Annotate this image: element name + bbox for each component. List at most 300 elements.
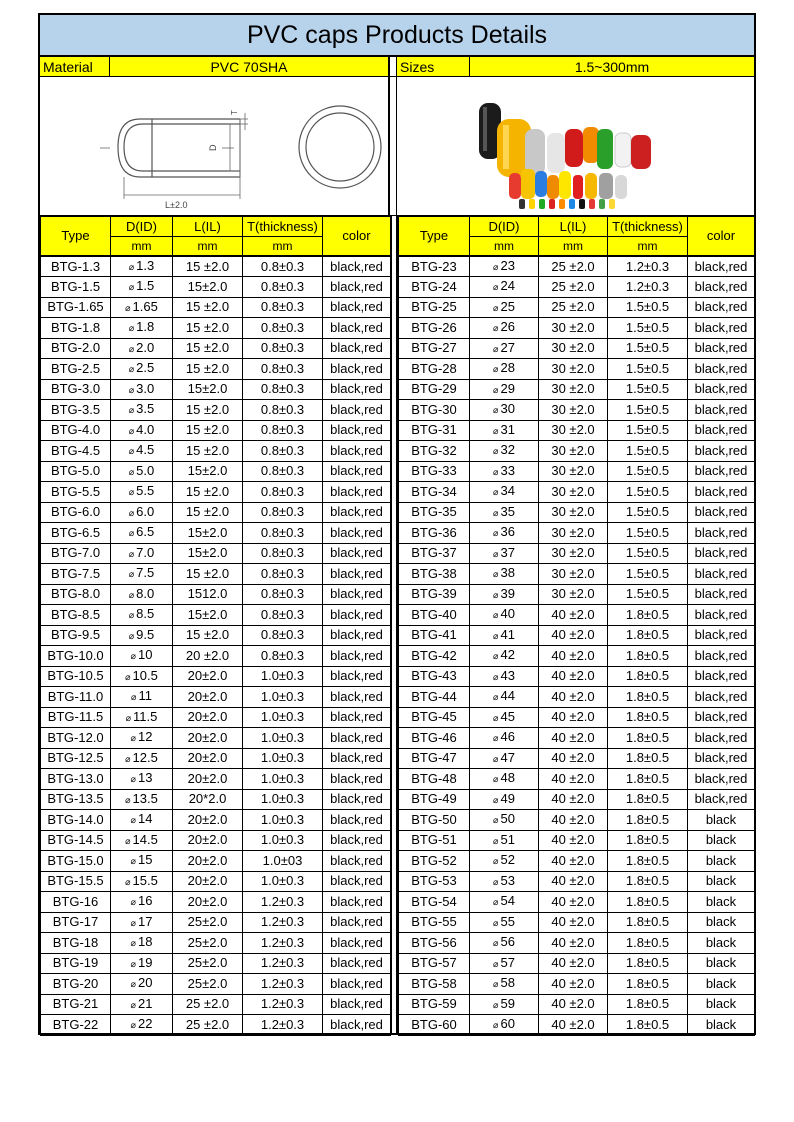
diameter-cell xyxy=(470,728,539,749)
length-cell: 30 ±2.0 xyxy=(539,523,608,544)
length-cell: 40 ±2.0 xyxy=(539,605,608,626)
type-cell: BTG-25 xyxy=(399,297,470,318)
thickness-cell: 1.5±0.5 xyxy=(608,297,688,318)
diameter-icon: ⌀ xyxy=(125,794,131,805)
color-cell: black,red xyxy=(323,523,391,544)
type-cell: BTG-52 xyxy=(399,851,470,872)
diameter-value: 53 xyxy=(500,872,515,888)
table-row xyxy=(399,584,755,605)
length-cell: 40 ±2.0 xyxy=(539,933,608,954)
thickness-cell: 1.8±0.5 xyxy=(608,789,688,810)
diameter-value: 5.5 xyxy=(136,483,155,499)
type-cell: BTG-18 xyxy=(41,933,111,954)
diameter-icon: ⌀ xyxy=(128,466,135,477)
type-cell: BTG-30 xyxy=(399,400,470,421)
color-cell: black,red xyxy=(323,379,391,400)
thickness-cell: 1.2±0.3 xyxy=(243,994,323,1015)
thickness-cell: 1.5±0.5 xyxy=(608,441,688,462)
diameter-cell xyxy=(111,810,173,831)
color-cell: black,red xyxy=(323,625,391,646)
type-cell: BTG-14.5 xyxy=(41,830,111,851)
diameter-cell xyxy=(470,318,539,339)
length-cell: 15 ±2.0 xyxy=(173,564,243,585)
diameter-icon: ⌀ xyxy=(493,548,499,559)
diameter-cell xyxy=(111,359,173,380)
length-cell: 40 ±2.0 xyxy=(539,810,608,831)
type-cell: BTG-60 xyxy=(399,1015,470,1036)
diameter-icon: ⌀ xyxy=(493,507,499,518)
diameter-value: 6.5 xyxy=(136,524,155,540)
table-row xyxy=(399,605,755,626)
table-row xyxy=(41,420,391,441)
color-cell: black,red xyxy=(323,461,391,482)
header-type: Type xyxy=(41,217,111,257)
thickness-cell: 1.8±0.5 xyxy=(608,728,688,749)
diameter-icon: ⌀ xyxy=(125,302,131,313)
diameter-cell xyxy=(470,297,539,318)
color-cell: black,red xyxy=(323,933,391,954)
diameter-cell xyxy=(111,461,173,482)
diameter-icon: ⌀ xyxy=(128,446,135,457)
diameter-value: 11 xyxy=(138,688,152,704)
color-cell: black,red xyxy=(688,584,755,605)
type-cell: BTG-10.0 xyxy=(41,646,111,667)
type-cell: BTG-23 xyxy=(399,256,470,277)
length-cell: 15 ±2.0 xyxy=(173,482,243,503)
diameter-cell xyxy=(470,502,539,523)
color-cell: black,red xyxy=(688,256,755,277)
diameter-icon: ⌀ xyxy=(128,487,135,498)
length-cell: 20±2.0 xyxy=(173,871,243,892)
thickness-cell: 0.8±0.3 xyxy=(243,297,323,318)
diameter-value: 4.5 xyxy=(136,442,155,458)
color-cell: black,red xyxy=(688,502,755,523)
diameter-value: 12 xyxy=(137,729,153,745)
length-cell: 30 ±2.0 xyxy=(539,441,608,462)
table-row xyxy=(41,256,391,277)
diameter-icon: ⌀ xyxy=(493,610,499,621)
type-cell: BTG-42 xyxy=(399,646,470,667)
length-cell: 30 ±2.0 xyxy=(539,584,608,605)
length-cell: 30 ±2.0 xyxy=(539,400,608,421)
color-cell: black xyxy=(688,871,755,892)
diameter-cell xyxy=(470,523,539,544)
diameter-icon: ⌀ xyxy=(128,507,135,518)
diameter-cell xyxy=(111,953,173,974)
length-cell: 25 ±2.0 xyxy=(539,277,608,298)
diameter-cell xyxy=(111,892,173,913)
diameter-cell xyxy=(111,584,173,605)
table-row xyxy=(399,543,755,564)
length-cell: 25±2.0 xyxy=(173,974,243,995)
diameter-cell xyxy=(470,892,539,913)
diameter-value: 57 xyxy=(500,954,515,970)
type-cell: BTG-9.5 xyxy=(41,625,111,646)
table-row xyxy=(399,400,755,421)
diameter-cell xyxy=(470,810,539,831)
diameter-value: 60 xyxy=(500,1016,515,1032)
type-cell: BTG-6.5 xyxy=(41,523,111,544)
color-cell: black,red xyxy=(323,564,391,585)
type-cell: BTG-3.0 xyxy=(41,379,111,400)
length-cell: 25 ±2.0 xyxy=(539,256,608,277)
diameter-cell xyxy=(111,297,173,318)
color-cell: black,red xyxy=(323,318,391,339)
header-type: Type xyxy=(399,217,470,257)
diameter-icon: ⌀ xyxy=(493,692,499,703)
type-cell: BTG-43 xyxy=(399,666,470,687)
thickness-cell: 0.8±0.3 xyxy=(243,605,323,626)
thickness-cell: 0.8±0.3 xyxy=(243,379,323,400)
table-row xyxy=(41,297,391,318)
table-row xyxy=(41,400,391,421)
diameter-icon: ⌀ xyxy=(493,405,499,416)
diameter-icon: ⌀ xyxy=(493,528,499,539)
diameter-icon: ⌀ xyxy=(493,425,499,436)
length-cell: 15±2.0 xyxy=(173,379,243,400)
diameter-value: 17 xyxy=(137,913,153,929)
type-cell: BTG-4.5 xyxy=(41,441,111,462)
diameter-cell xyxy=(470,256,539,277)
thickness-cell: 1.0±0.3 xyxy=(243,748,323,769)
type-cell: BTG-34 xyxy=(399,482,470,503)
thickness-cell: 1.8±0.5 xyxy=(608,605,688,626)
table-body-right xyxy=(399,256,755,1035)
diameter-value: 34 xyxy=(500,483,515,499)
color-cell: black,red xyxy=(323,297,391,318)
type-cell: BTG-7.0 xyxy=(41,543,111,564)
table-row xyxy=(41,379,391,400)
color-cell: black xyxy=(688,1015,755,1036)
table-row xyxy=(41,994,391,1015)
type-cell: BTG-50 xyxy=(399,810,470,831)
thickness-cell: 1.8±0.5 xyxy=(608,953,688,974)
diameter-value: 3.0 xyxy=(136,380,155,396)
table-row xyxy=(41,318,391,339)
length-cell: 20 ±2.0 xyxy=(173,646,243,667)
diameter-cell xyxy=(111,789,173,810)
length-cell: 15 ±2.0 xyxy=(173,256,243,277)
diameter-icon: ⌀ xyxy=(493,487,499,498)
color-cell: black,red xyxy=(323,994,391,1015)
thickness-cell: 1.2±0.3 xyxy=(243,974,323,995)
thickness-cell: 1.0±0.3 xyxy=(243,769,323,790)
diameter-cell xyxy=(111,994,173,1015)
color-cell: black,red xyxy=(688,789,755,810)
type-cell: BTG-31 xyxy=(399,420,470,441)
table-row xyxy=(41,625,391,646)
diameter-cell xyxy=(111,441,173,462)
diameter-cell xyxy=(111,933,173,954)
diameter-cell xyxy=(111,871,173,892)
table-row xyxy=(41,789,391,810)
table-row xyxy=(399,748,755,769)
thickness-cell: 1.5±0.5 xyxy=(608,359,688,380)
diameter-cell xyxy=(111,543,173,564)
type-cell: BTG-51 xyxy=(399,830,470,851)
table-row xyxy=(41,359,391,380)
color-cell: black xyxy=(688,933,755,954)
diameter-value: 49 xyxy=(500,790,515,806)
length-cell: 40 ±2.0 xyxy=(539,830,608,851)
table-row xyxy=(399,523,755,544)
thickness-cell: 0.8±0.3 xyxy=(243,338,323,359)
length-cell: 30 ±2.0 xyxy=(539,461,608,482)
color-cell: black,red xyxy=(323,851,391,872)
type-cell: BTG-44 xyxy=(399,687,470,708)
diameter-value: 19 xyxy=(137,954,153,970)
length-cell: 20±2.0 xyxy=(173,830,243,851)
type-cell: BTG-53 xyxy=(399,871,470,892)
diameter-cell xyxy=(111,605,173,626)
cap-side-view xyxy=(100,113,248,199)
diameter-cell xyxy=(470,605,539,626)
type-cell: BTG-1.65 xyxy=(41,297,111,318)
diameter-value: 21 xyxy=(137,995,153,1011)
type-cell: BTG-8.0 xyxy=(41,584,111,605)
thickness-cell: 1.5±0.5 xyxy=(608,420,688,441)
color-cell: black,red xyxy=(323,789,391,810)
table-row xyxy=(41,707,391,728)
table-row xyxy=(399,789,755,810)
diameter-icon: ⌀ xyxy=(130,856,136,867)
length-cell: 30 ±2.0 xyxy=(539,338,608,359)
thickness-cell: 1.5±0.5 xyxy=(608,564,688,585)
thickness-cell: 0.8±0.3 xyxy=(243,502,323,523)
diameter-value: 50 xyxy=(500,811,515,827)
diameter-icon: ⌀ xyxy=(493,630,499,641)
diameter-cell xyxy=(111,1015,173,1036)
color-cell: black,red xyxy=(323,1015,391,1036)
diameter-cell xyxy=(470,769,539,790)
diameter-value: 4.0 xyxy=(136,421,155,437)
type-cell: BTG-7.5 xyxy=(41,564,111,585)
diameter-value: 5.0 xyxy=(136,462,155,478)
table-row xyxy=(399,871,755,892)
table-row xyxy=(399,441,755,462)
color-cell: black,red xyxy=(323,769,391,790)
thickness-cell: 0.8±0.3 xyxy=(243,420,323,441)
diameter-cell xyxy=(470,625,539,646)
diameter-value: 14.5 xyxy=(132,831,158,847)
thickness-cell: 0.8±0.3 xyxy=(243,461,323,482)
length-cell: 40 ±2.0 xyxy=(539,953,608,974)
table-row xyxy=(399,625,755,646)
diameter-value: 15 xyxy=(137,852,153,868)
diameter-icon: ⌀ xyxy=(128,323,135,334)
diameter-icon: ⌀ xyxy=(125,712,132,723)
type-cell: BTG-13.0 xyxy=(41,769,111,790)
diameter-cell xyxy=(111,912,173,933)
thickness-cell: 0.8±0.3 xyxy=(243,543,323,564)
diameter-icon: ⌀ xyxy=(493,446,499,457)
diameter-value: 24 xyxy=(500,278,515,294)
color-cell: black,red xyxy=(323,420,391,441)
table-row xyxy=(399,1015,755,1036)
type-cell: BTG-4.0 xyxy=(41,420,111,441)
color-cell: black,red xyxy=(323,707,391,728)
diameter-icon: ⌀ xyxy=(493,569,499,580)
spec-sheet xyxy=(38,13,756,1035)
thickness-cell: 1.8±0.5 xyxy=(608,687,688,708)
type-cell: BTG-5.5 xyxy=(41,482,111,503)
thickness-cell: 1.5±0.5 xyxy=(608,338,688,359)
diameter-icon: ⌀ xyxy=(130,815,136,826)
type-cell: BTG-41 xyxy=(399,625,470,646)
type-cell: BTG-29 xyxy=(399,379,470,400)
table-row xyxy=(41,687,391,708)
diameter-value: 12.5 xyxy=(132,749,158,765)
length-cell: 25 ±2.0 xyxy=(539,297,608,318)
table-row xyxy=(41,830,391,851)
diameter-value: 10.5 xyxy=(132,667,158,683)
length-cell: 25±2.0 xyxy=(173,933,243,954)
type-cell: BTG-36 xyxy=(399,523,470,544)
diameter-icon: ⌀ xyxy=(128,282,135,293)
length-cell: 30 ±2.0 xyxy=(539,359,608,380)
color-cell: black,red xyxy=(688,707,755,728)
table-row xyxy=(399,420,755,441)
length-cell: 20±2.0 xyxy=(173,687,243,708)
column-gap xyxy=(390,216,398,1033)
cap-drawing xyxy=(40,77,388,216)
diameter-icon: ⌀ xyxy=(493,835,499,846)
color-cell: black,red xyxy=(688,687,755,708)
diameter-cell xyxy=(470,974,539,995)
length-cell: 20±2.0 xyxy=(173,707,243,728)
table-row xyxy=(41,482,391,503)
thickness-cell: 1.0±0.3 xyxy=(243,830,323,851)
material-value: PVC 70SHA xyxy=(110,57,390,76)
diameter-cell xyxy=(111,830,173,851)
diameter-value: 36 xyxy=(500,524,515,540)
column-gap xyxy=(390,77,397,216)
diameter-icon: ⌀ xyxy=(130,979,136,990)
color-cell: black xyxy=(688,892,755,913)
table-row xyxy=(41,338,391,359)
header-t-unit: mm xyxy=(243,237,323,257)
diameter-cell xyxy=(470,359,539,380)
type-cell: BTG-17 xyxy=(41,912,111,933)
diameter-value: 8.0 xyxy=(136,585,155,601)
table-row xyxy=(41,564,391,585)
diameter-value: 32 xyxy=(500,442,515,458)
length-cell: 40 ±2.0 xyxy=(539,1015,608,1036)
diameter-icon: ⌀ xyxy=(128,425,135,436)
thickness-cell: 1.8±0.5 xyxy=(608,707,688,728)
thickness-cell: 1.5±0.5 xyxy=(608,461,688,482)
type-cell: BTG-10.5 xyxy=(41,666,111,687)
diameter-value: 25 xyxy=(500,298,515,314)
diameter-icon: ⌀ xyxy=(493,794,499,805)
diameter-cell xyxy=(111,318,173,339)
diameter-cell xyxy=(470,646,539,667)
table-row xyxy=(399,256,755,277)
type-cell: BTG-21 xyxy=(41,994,111,1015)
diameter-cell xyxy=(111,707,173,728)
diameter-icon: ⌀ xyxy=(130,733,136,744)
diameter-icon: ⌀ xyxy=(493,753,499,764)
type-cell: BTG-47 xyxy=(399,748,470,769)
thickness-cell: 1.8±0.5 xyxy=(608,912,688,933)
diameter-cell xyxy=(111,502,173,523)
diameter-value: 52 xyxy=(500,852,515,868)
table-row xyxy=(399,646,755,667)
color-cell: black,red xyxy=(688,666,755,687)
diameter-value: 2.5 xyxy=(136,360,155,376)
diameter-value: 59 xyxy=(500,995,515,1011)
table-row xyxy=(41,933,391,954)
color-cell: black,red xyxy=(323,830,391,851)
length-cell: 30 ±2.0 xyxy=(539,318,608,339)
table-row xyxy=(41,912,391,933)
thickness-cell: 1.5±0.5 xyxy=(608,318,688,339)
diameter-icon: ⌀ xyxy=(493,897,499,908)
length-cell: 20±2.0 xyxy=(173,769,243,790)
thickness-cell: 1.8±0.5 xyxy=(608,748,688,769)
length-cell: 40 ±2.0 xyxy=(539,687,608,708)
color-cell: black xyxy=(688,994,755,1015)
color-cell: black xyxy=(688,974,755,995)
diameter-cell xyxy=(470,400,539,421)
length-cell: 30 ±2.0 xyxy=(539,502,608,523)
t-dimension-label: T xyxy=(230,110,239,115)
color-cell: black,red xyxy=(688,482,755,503)
length-cell: 15±2.0 xyxy=(173,523,243,544)
diameter-value: 7.5 xyxy=(136,565,155,581)
type-cell: BTG-40 xyxy=(399,605,470,626)
thickness-cell: 1.2±0.3 xyxy=(608,277,688,298)
length-cell: 15±2.0 xyxy=(173,543,243,564)
thickness-cell: 1.5±0.5 xyxy=(608,543,688,564)
table-row xyxy=(399,892,755,913)
length-cell: 15 ±2.0 xyxy=(173,502,243,523)
diameter-value: 56 xyxy=(500,934,515,950)
color-cell: black,red xyxy=(323,687,391,708)
length-cell: 25±2.0 xyxy=(173,953,243,974)
diameter-icon: ⌀ xyxy=(493,958,499,969)
color-cell: black,red xyxy=(688,441,755,462)
technical-diagram xyxy=(40,77,390,216)
diameter-cell xyxy=(470,707,539,728)
type-cell: BTG-56 xyxy=(399,933,470,954)
l-dimension-label: L±2.0 xyxy=(165,200,188,210)
diameter-icon: ⌀ xyxy=(493,917,499,928)
type-cell: BTG-24 xyxy=(399,277,470,298)
table-row xyxy=(41,871,391,892)
diameter-icon: ⌀ xyxy=(128,569,135,580)
color-cell: black,red xyxy=(323,912,391,933)
type-cell: BTG-13.5 xyxy=(41,789,111,810)
length-cell: 40 ±2.0 xyxy=(539,912,608,933)
diameter-value: 18 xyxy=(137,934,153,950)
color-cell: black,red xyxy=(323,748,391,769)
diameter-icon: ⌀ xyxy=(130,938,136,949)
thickness-cell: 1.8±0.5 xyxy=(608,646,688,667)
diameter-value: 1.8 xyxy=(136,319,155,335)
thickness-cell: 1.8±0.5 xyxy=(608,994,688,1015)
type-cell: BTG-20 xyxy=(41,974,111,995)
length-cell: 40 ±2.0 xyxy=(539,789,608,810)
diameter-icon: ⌀ xyxy=(131,692,137,703)
diameter-icon: ⌀ xyxy=(493,343,499,354)
length-cell: 20*2.0 xyxy=(173,789,243,810)
color-cell: black,red xyxy=(323,666,391,687)
color-cell: black,red xyxy=(688,748,755,769)
thickness-cell: 1.2±0.3 xyxy=(608,256,688,277)
type-cell: BTG-5.0 xyxy=(41,461,111,482)
thickness-cell: 0.8±0.3 xyxy=(243,564,323,585)
